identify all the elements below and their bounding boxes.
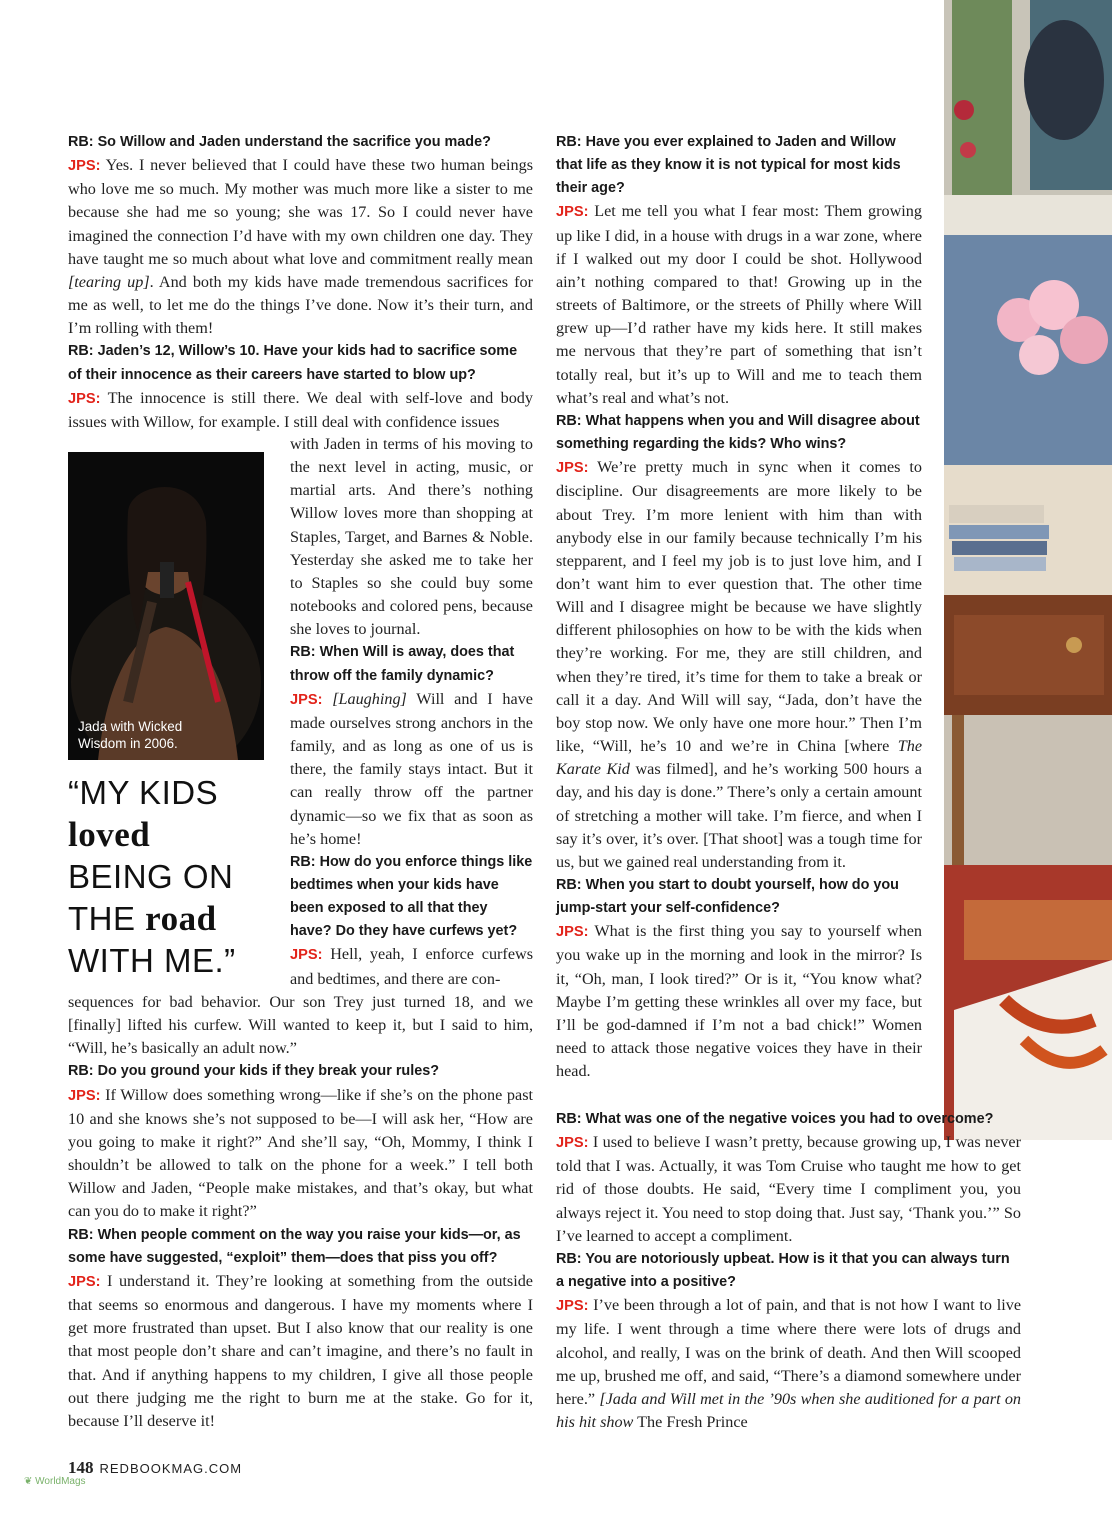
right-column [556,131,922,1083]
question: RB: Do you ground your kids if they break your rules? [68,1063,440,1080]
inset-column [290,433,533,991]
question: RB: When you start to doubt yourself, how do you jump-start your self-confidence? [556,877,899,917]
leaf-icon: ❦ [24,1476,33,1487]
answer: JPS: We’re pretty much in sync when it comes to discipline. Our disagreements are more likely to be about Trey. I’m more lenient with him than with anybody else in our family because technically I’m his stepparent, and I feel my job is to just love him, and I don’t want him to ever question that. The other time Will and I disagree might be because we have slightly different philosophies on how to be with the kids when they’re working. For me, they are still children, and when they’re tired, it’s time for them to take a break or call it a day. And Will will say, “Jada, don’t have the boy stop now. We only have one more hour.” Then I’m like, “Will, he’s 10 and we’re in China [where The Karate Kid was filmed], and he’s working 500 hours a day, and his day is done.” There’s only a certain amount of stretching a mother will take. I’m fierce, and when I say it’s over, it’s over. [That shoot] was a tough time for us, but we gained real understanding from it. [556,458,922,871]
question: RB: You are notoriously upbeat. How is it that you can always turn a negative into a positive? [556,1250,1010,1291]
answer: JPS: If Willow does something wrong—like if she’s on the phone past 10 and she knows she’s not supposed to be—I will ask her, “How are you going to make it right?” And she’ll say, “Oh, Mommy, I think I shouldn’t be allowed to talk on the phone for a week.” I tell both Willow and Jaden, “People make mistakes, and that’s okay, but what can you do to make it right?” [68,1085,533,1221]
speaker-tag: JPS: [68,158,101,175]
singer-photo [68,452,264,760]
answer: JPS: I used to believe I wasn’t pretty, because growing up, I was never told that I was. Actually, it was Tom Cruise who taught me how to get rid of those doubts. He said, “Every time I compliment you, you always reject it. You need to stop doing that. Just say, ‘Thank you.’” So I’ve learned to accept a compliment. [556,1133,1021,1245]
right-column-lower [556,1108,1021,1434]
answer: JPS: What is the first thing you say to yourself when you wake up in the morning and look in the mirror? Is it, “Oh, man, I look tired?” Or is it, “You know what? Maybe I’m getting these wrinkles all over my face, but I’ll be god-damned if I’m not a bad chick!” Women need to attack those negative voices they have in their head. [556,922,922,1081]
answer: JPS: I’ve been through a lot of pain, and that is not how I want to live my life. I went through a time where there were lots of drugs and alcohol, and really, I was on the brink of death. And then Will scooped me up, brushed me off, and said, “There’s a diamond somewhere under here.” [Jada and Will met in the ’90s when she auditioned for a part on his hit show The Fresh Prince [556,1296,1022,1432]
left-column-lower [68,991,533,1433]
answer-continued: with Jaden in terms of his moving to the next level in acting, music, or martial arts. And there’s nothing Willow loves more than shopping at Staples, Target, and Barnes & Noble. Yesterday she asked me to take her to Staples so she could buy some notebooks and colored pens, because she loves to journal. [290,435,533,639]
question: RB: When people comment on the way you raise your kids—or, as some have suggested, “exploit” them—does that piss you off? [68,1226,521,1266]
question: RB: What was one of the negative voices you had to overcome? [556,1111,994,1127]
speaker-tag: JPS: [556,204,589,221]
concert-photo [68,452,264,760]
question: RB: How do you enforce things like bedtimes when your kids have been exposed to all that they have? Do they have curfews yet? [290,853,533,940]
speaker-tag: JPS: [68,1273,101,1290]
interior-photo [944,0,1112,1140]
page-number: 148 [68,1458,94,1477]
answer: JPS: The innocence is still there. We deal with self-love and body issues with Willow, for example. I still deal with confidence issues [68,388,533,431]
speaker-tag: JPS: [556,1298,589,1315]
answer-continued: sequences for bad behavior. Our son Trey just turned 18, and we [finally] lifted his curfew. Will wanted to keep it, but I said to him, “Will, he’s basically an adult now.” [68,993,533,1058]
page-footer [68,1458,242,1478]
answer: JPS: [Laughing] Will and I have made ourselves strong anchors in the family, and as long as one of us is there, the family stays intact. But it can really throw off the partner dynamic—so we fix that as soon as he’s home! [290,689,533,848]
question: RB: So Willow and Jaden understand the sacrifice you made? [68,134,491,150]
speaker-tag: JPS: [290,691,323,708]
photo-caption: Jada with Wicked Wisdom in 2006. [78,719,183,751]
question: RB: What happens when you and Will disagree about something regarding the kids? Who wins? [556,412,920,453]
speaker-tag: JPS: [68,390,101,407]
left-column-top [68,131,533,434]
question: RB: Have you ever explained to Jaden and Willow that life as they know it is not typical for most kids their age? [556,134,901,197]
answer: JPS: Hell, yeah, I enforce curfews and bedtimes, and there are con- [290,945,533,988]
answer: JPS: I understand it. They’re looking at something from the outside that seems so enormous and dangerous. I have my moments where I get more frustrated than upset. But I also know that our reality is one that most people don’t share and can’t imagine, and there’s no fault in that. And if anything happens to my children, I give all those people out there judging me the right to burn me at the stake. Go for it, because I’ll deserve it! [68,1271,533,1430]
speaker-tag: JPS: [556,924,589,941]
watermark: ❦ WorldMags [24,1476,86,1487]
speaker-tag: JPS: [556,1135,589,1152]
speaker-tag: JPS: [68,1087,101,1104]
site-url: REDBOOKMAG.COM [99,1461,243,1476]
speaker-tag: JPS: [290,947,323,964]
question: RB: Jaden’s 12, Willow’s 10. Have your kids had to sacrifice some of their innocence as their careers have started to blow up? [68,343,518,383]
answer: JPS: Let me tell you what I fear most: Them growing up like I did, in a house with drugs in a war zone, where if I walked out my door I could be shot. Hollywood ain’t nothing compared to that! Growing up in the streets of Baltimore, or the streets of Philly where Will grew up—I’d rather have my kids here. It still makes me nervous that they’re part of something that isn’t totally real, but it’s up to Will and me to teach them what’s real and what’s not. [556,202,922,407]
speaker-tag: JPS: [556,460,589,477]
answer: JPS: Yes. I never believed that I could have these two human beings who love me so much. My mother was much more like a sister to me because she had me so young; she was 17. So I could never have imagined the connection I’d have with my own children one day. They have taught me so much about what love and commitment really mean [tearing up]. And both my kids have made tremendous sacrifices for me as well, to let me do the things I’ve done. Now it’s their turn, and I’m rolling with them! [68,156,533,338]
question: RB: When Will is away, does that throw off the family dynamic? [290,644,515,684]
pull-quote: “MY KIDS loved BEING ON THE road WITH ME.” [68,774,236,979]
